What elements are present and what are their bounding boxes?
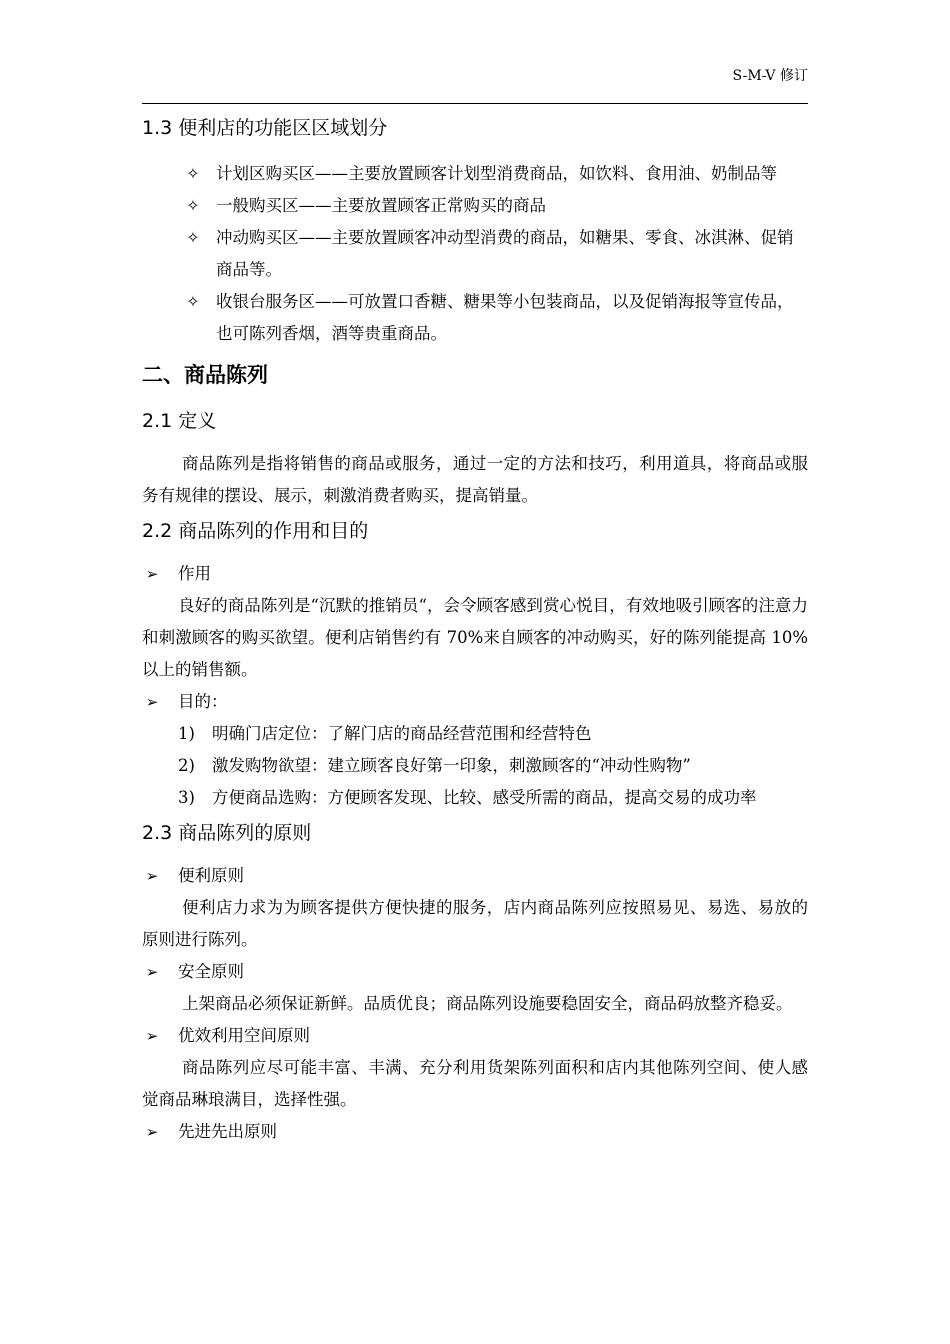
principle-paragraph: 便利店力求为为顾客提供方便快捷的服务，店内商品陈列应按照易见、易选、易放的原则进行陈列。 — [142, 898, 808, 949]
item-number: 2) — [178, 756, 195, 775]
section-2-heading: 二、商品陈列 — [142, 363, 268, 387]
numbered-item — [142, 782, 808, 814]
list-item-label: 便利原则 — [178, 866, 244, 885]
diamond-bullet-icon: ✧ — [186, 164, 200, 183]
diamond-bullet-icon: ✧ — [186, 228, 200, 247]
item-text: 方便商品选购：方便顾客发现、比较、感受所需的商品，提高交易的成功率 — [212, 788, 757, 807]
list-item-label: 作用 — [178, 564, 211, 583]
diamond-bullet-icon: ✧ — [186, 292, 200, 311]
list-item-text: 收银台服务区——可放置口香糖、糖果等小包装商品，以及促销海报等宣传品，也可陈列香烟，酒等贵重商品。 — [216, 292, 794, 343]
arrow-bullet-icon: ➢ — [145, 693, 159, 711]
arrow-bullet-icon: ➢ — [145, 565, 159, 583]
section-2-3-heading: 2.3 商品陈列的原则 — [142, 822, 312, 844]
list-item-text: 一般购买区——主要放置顾客正常购买的商品 — [216, 196, 546, 215]
header-divider — [142, 103, 808, 104]
list-item-label: 优效利用空间原则 — [178, 1026, 310, 1045]
page-content — [142, 112, 808, 1148]
arrow-bullet-icon: ➢ — [145, 867, 159, 885]
list-item — [142, 222, 808, 286]
section-2-2-heading: 2.2 商品陈列的作用和目的 — [142, 520, 369, 542]
list-item-label: 目的： — [178, 692, 228, 711]
list-item — [142, 956, 808, 988]
arrow-bullet-icon: ➢ — [145, 1027, 159, 1045]
item-text: 激发购物欲望：建立顾客良好第一印象，刺激顾客的“冲动性购物” — [212, 756, 691, 775]
item-number: 1) — [178, 724, 195, 743]
list-item-text: 冲动购买区——主要放置顾客冲动型消费的商品，如糖果、零食、冰淇淋、促销商品等。 — [216, 228, 794, 279]
numbered-item — [142, 750, 808, 782]
section-1-3-heading: 1.3 便利店的功能区区域划分 — [142, 117, 388, 139]
list-item-label: 安全原则 — [178, 962, 244, 981]
section-2-1-heading: 2.1 定义 — [142, 410, 217, 432]
principle-paragraph: 商品陈列应尽可能丰富、丰满、充分利用货架陈列面积和店内其他陈列空间、使人感觉商品琳琅满目，选择性强。 — [142, 1058, 808, 1109]
list-item — [142, 190, 808, 222]
list-item — [142, 158, 808, 190]
item-text: 明确门店定位：了解门店的商品经营范围和经营特色 — [212, 724, 592, 743]
list-item — [142, 686, 808, 718]
diamond-bullet-icon: ✧ — [186, 196, 200, 215]
definition-paragraph: 商品陈列是指将销售的商品或服务，通过一定的方法和技巧，利用道具，将商品或服务有规律的摆设、展示，刺激消费者购买，提高销量。 — [142, 454, 808, 505]
list-item — [142, 558, 808, 590]
list-item — [142, 1116, 808, 1148]
list-item — [142, 860, 808, 892]
list-item-label: 先进先出原则 — [178, 1122, 277, 1141]
numbered-item — [142, 718, 808, 750]
arrow-bullet-icon: ➢ — [145, 1123, 159, 1141]
page-header: S-M-V 修订 — [732, 68, 808, 84]
principle-paragraph: 上架商品必须保证新鲜。品质优良；商品陈列设施要稳固安全，商品码放整齐稳妥。 — [182, 994, 793, 1013]
role-paragraph: 良好的商品陈列是“沉默的推销员“，会令顾客感到赏心悦目，有效地吸引顾客的注意力和刺激顾客的购买欲望。便利店销售约有 70%来自顾客的冲动购买，好的陈列能提高 10%以上的销售额。 — [142, 596, 808, 679]
item-number: 3) — [178, 788, 195, 807]
list-item — [142, 1020, 808, 1052]
arrow-bullet-icon: ➢ — [145, 963, 159, 981]
list-item-text: 计划区购买区——主要放置顾客计划型消费商品，如饮料、食用油、奶制品等 — [216, 164, 777, 183]
list-item — [142, 286, 808, 350]
